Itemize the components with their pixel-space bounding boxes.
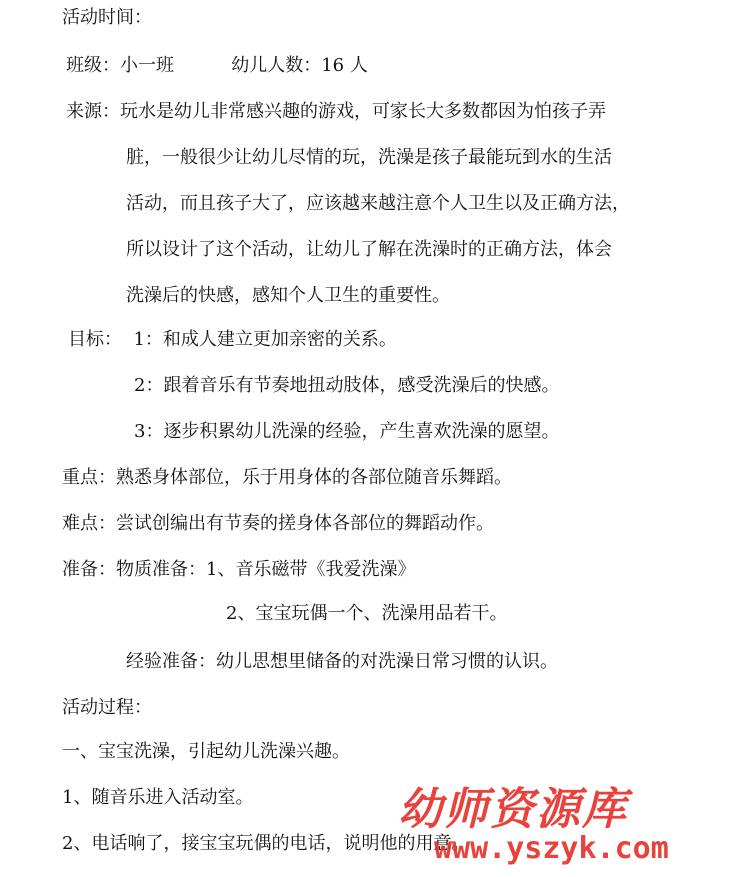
goal-item-1: 目标： 1：和成人建立更加亲密的关系。 [68, 329, 397, 350]
key-point-line: 重点：熟悉身体部位，乐于用身体的各部位随音乐舞蹈。 [62, 467, 512, 488]
experience-preparation-line: 经验准备：幼儿思想里储备的对洗澡日常习惯的认识。 [126, 651, 558, 672]
preparation-item: 2、宝宝玩偶一个、洗澡用品若干。 [226, 603, 508, 624]
difficulty-line: 难点：尝试创编出有节奏的搓身体各部位的舞蹈动作。 [62, 513, 494, 534]
source-paragraph-line: 活动，而且孩子大了，应该越来越注意个人卫生以及正确方法， [126, 193, 630, 214]
activity-time-label: 活动时间： [62, 7, 152, 28]
source-paragraph-line: 脏，一般很少让幼儿尽情的玩，洗澡是孩子最能玩到水的生活 [126, 147, 612, 168]
watermark-logo [398, 784, 728, 874]
source-paragraph-line: 洗澡后的快感，感知个人卫生的重要性。 [126, 285, 450, 306]
watermark-url: www.yszyk.com [434, 831, 669, 866]
class-info-line: 班级：小一班 幼儿人数：16 人 [66, 55, 368, 76]
step-item: 1、随音乐进入活动室。 [62, 787, 254, 808]
goal-item-3: 3：逐步积累幼儿洗澡的经验，产生喜欢洗澡的愿望。 [134, 421, 560, 442]
step-heading: 一、宝宝洗澡，引起幼儿洗澡兴趣。 [62, 741, 350, 762]
source-paragraph-line: 所以设计了这个活动，让幼儿了解在洗澡时的正确方法，体会 [126, 239, 612, 260]
source-paragraph-line: 来源：玩水是幼儿非常感兴趣的游戏，可家长大多数都因为怕孩子弄 [66, 101, 606, 122]
goal-item-2: 2：跟着音乐有节奏地扭动肢体，感受洗澡后的快感。 [134, 375, 560, 396]
preparation-line: 准备：物质准备：1、音乐磁带《我爱洗澡》 [62, 559, 416, 580]
step-item: 2、电话响了，接宝宝玩偶的电话，说明他的用意。 [62, 833, 470, 854]
activity-process-label: 活动过程： [62, 697, 152, 718]
watermark-title: 幼师资源库 [398, 784, 628, 835]
